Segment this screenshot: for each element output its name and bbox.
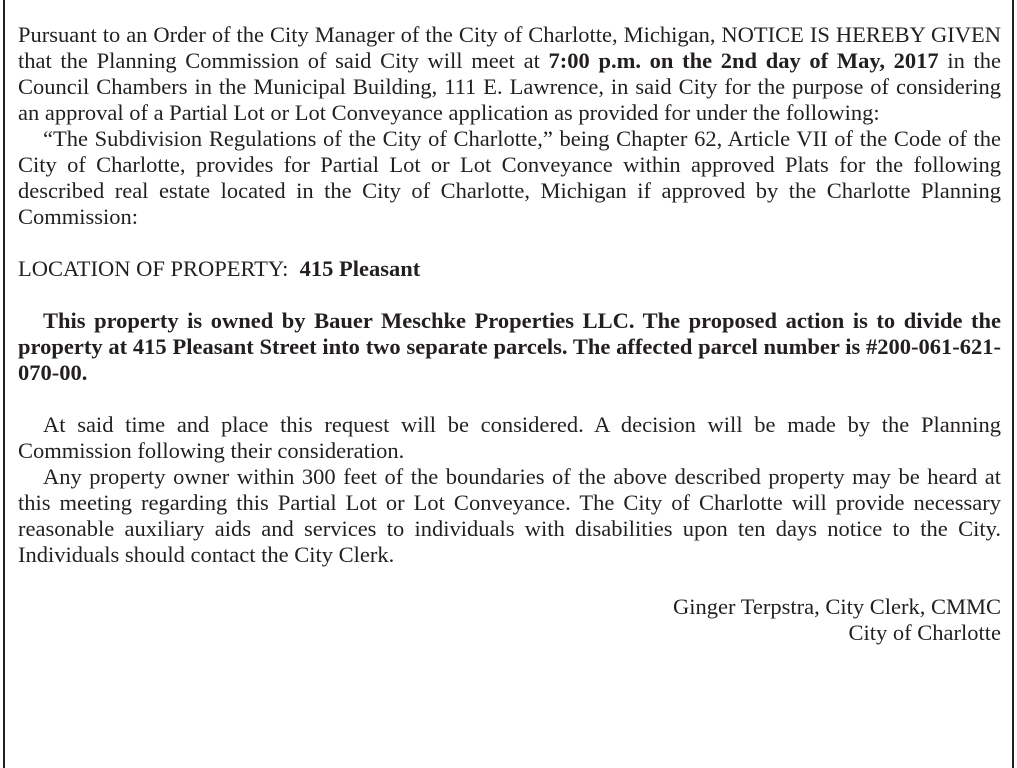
meeting-time-date: 7:00 p.m. on the 2nd day of May, 2017 xyxy=(548,48,939,73)
location-label: LOCATION OF PROPERTY: xyxy=(18,256,289,281)
location-value: 415 Pleasant xyxy=(299,256,421,281)
intro-text-part2: in the Council Chambers in the Municipal Building, 111 E. Lawrence, in said City for the purpose of considering an approval of a Partial Lot or Lot Conveyance application as provided for under the following: xyxy=(18,48,1001,125)
location-line xyxy=(18,256,1001,282)
intro-text-part1: Pursuant to an Order of the City Manager of the City of Charlotte, Michigan, NOTICE IS HEREBY GIVEN that the Planning Commission of said City will meet at xyxy=(18,22,1001,73)
left-border-rule xyxy=(3,0,5,768)
property-owners-paragraph: Any property owner within 300 feet of the boundaries of the above described property may be heard at this meeting regarding this Partial Lot or Lot Conveyance. The City of Charlotte will provide necessary reasonable auxiliary aids and services to individuals with disabilities upon ten days notice to the City. Individuals should contact the City Clerk. xyxy=(18,464,1001,567)
signature-name: Ginger Terpstra, City Clerk, CMMC xyxy=(673,594,1001,619)
public-notice xyxy=(18,0,1001,646)
notice-heading xyxy=(18,0,1001,2)
regulations-paragraph: “The Subdivision Regulations of the City of Charlotte,” being Chapter 62, Article VII of the Code of the City of Charlotte, provides for Partial Lot or Lot Conveyance within approved Plats for the following described real estate located in the City of Charlotte, Michigan if approved by the Charlotte Planning Commission: xyxy=(18,126,1001,229)
decision-paragraph: At said time and place this request will be considered. A decision will be made by the Planning Commission following their consideration. xyxy=(18,412,1001,463)
intro-paragraph xyxy=(18,22,1001,126)
ownership-paragraph: This property is owned by Bauer Meschke Properties LLC. The proposed action is to divide the property at 415 Pleasant Street into two separate parcels. The affected parcel number is #200-061-621-070-00. xyxy=(18,308,1001,385)
signature-block xyxy=(18,594,1001,646)
signature-organization: City of Charlotte xyxy=(848,620,1001,645)
right-border-rule xyxy=(1012,0,1014,768)
